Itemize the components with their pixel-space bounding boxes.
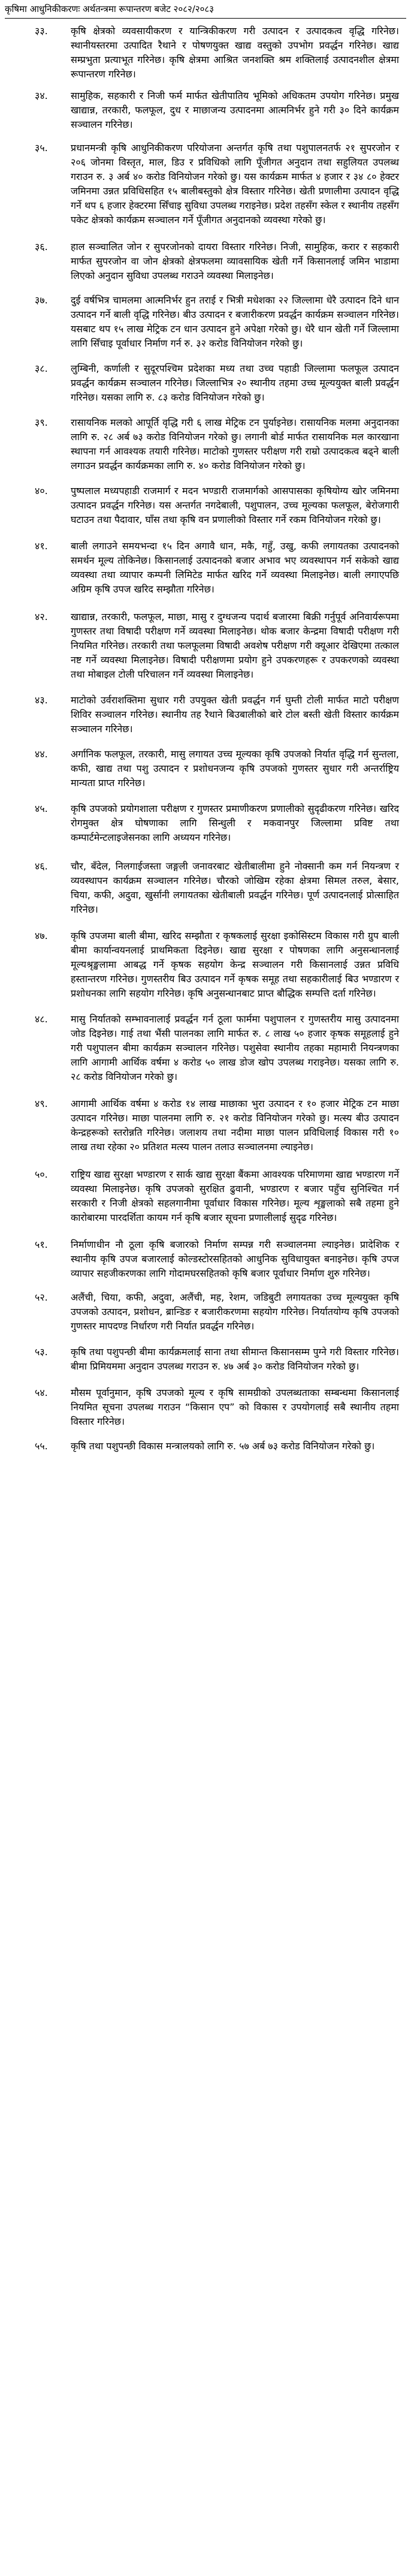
- paragraph-number: ४९.: [35, 1098, 48, 1109]
- paragraph-number: ४०.: [35, 485, 48, 496]
- budget-paragraph: [0, 929, 399, 1001]
- paragraph-list: [0, 24, 411, 1453]
- paragraph-number: ३४.: [35, 90, 48, 101]
- paragraph-number: ४८.: [35, 1013, 48, 1025]
- paragraph-number: ४१.: [35, 540, 48, 552]
- paragraph-text: हाल सञ्चालित जोन र सुपरजोनको दायरा विस्तार गरिनेछ। निजी, सामुहिक, करार र सहकारी मार्फत सुपरजोन वा जोन क्षेत्रको क्षेत्रफलमा व्यावसायिक खेती गर्ने किसानलाई जमिन भाडामा लिएको अनुदान सुविधा उपलब्ध गराउने व्यवस्था मिलाइनेछ।: [71, 241, 399, 281]
- budget-paragraph: [0, 747, 399, 790]
- paragraph-number: ४७.: [35, 930, 48, 941]
- paragraph-text: रासायनिक मलको आपूर्ति वृद्धि गरी ६ लाख मेट्रिक टन पुर्याइनेछ। रासायनिक मलमा अनुदानका लागि रु. २८ अर्ब ७३ करोड विनियोजन गरेको छु। लगानी बोर्ड मार्फत रासायनिक मल कारखाना स्थापना गर्न आवश्यक तयारी गरिनेछ। माटोको गुणस्तर परीक्षण गरी राम्रो उत्पादकत्व बढ्ने बाली लगाउन प्रवर्द्धन कार्यक्रमका लागि रु. ४० करोड विनियोजन गरेको छु।: [71, 417, 399, 471]
- paragraph-text: मासु निर्यातको सम्भावनालाई प्रवर्द्धन गर्न ठूला फार्ममा पशुपालन र गुणस्तरीय मासु उत्पादनमा जोड दिइनेछ। गाई तथा भैंसी पालनका लागि मार्फत रु. ८ लाख ५० हजार कृषक समूहलाई हुने गरी पशुपालन बीमा कार्यक्रम सञ्चालन गरिनेछ। पशुसेवा स्थानीय तहका महामारी नियन्त्रणका लागि आगामी आर्थिक वर्षमा ४ करोड ५० लाख डोज खोप उपलब्ध गराइनेछ। यसका लागि रु. २८ करोड विनियोजन गरेको छु।: [71, 1013, 399, 1082]
- paragraph-text: बाली लगाउने समयभन्दा १५ दिन अगावै धान, मकै, गहुँ, उखु, कफी लगायतका उत्पादनको समर्थन मूल्य तोकिनेछ। किसानलाई उत्पादनको बजार अभाव भए व्यवस्थापन गर्न सकेको खाद्य व्यवस्था तथा व्यापार कम्पनी लिमिटेड मार्फत खरिद गर्ने व्यवस्था मिलाइनेछ। बाली लगाएपछि अग्रिम कृषि उपज खरिद सम्झौता गरिनेछ।: [71, 540, 399, 595]
- paragraph-text: कृषि तथा पशुपन्छी बीमा कार्यक्रमलाई साना तथा सीमान्त किसानसम्म पुग्ने गरी विस्तार गरिनेछ। बीमा प्रिमियममा अनुदान उपलब्ध गराउन रु. ४७ अर्ब ३० करोड विनियोजन गरेको छु।: [71, 1346, 399, 1372]
- paragraph-text: अलैंची, चिया, कफी, अदुवा, अलैंची, मह, रेशम, जडिबुटी लगायतका उच्च मूल्ययुक्त कृषि उपजको उत्पादन, प्रशोधन, ब्रान्डिङ र बजारीकरणमा सहयोग गरिनेछ। निर्यातयोग्य कृषि उपजको गुणस्तर मापदण्ड निर्धारण गरी निर्यात प्रवर्द्धन गरिनेछ।: [71, 1292, 399, 1332]
- paragraph-number: ४२.: [35, 611, 48, 622]
- paragraph-text: मौसम पूर्वानुमान, कृषि उपजको मूल्य र कृषि सामग्रीको उपलब्धताका सम्बन्धमा किसानलाई नियमित सूचना उपलब्ध गराउन “किसान एप” को विकास र उपयोगलाई सबै स्थानीय तहमा विस्तार गरिनेछ।: [71, 1387, 399, 1427]
- paragraph-text: सामुहिक, सहकारी र निजी फर्म मार्फत खेतीपातिय भूमिको अधिकतम उपयोग गरिनेछ। प्रमुख खाद्यान्न, तरकारी, फलफूल, दुध र माछाजन्य उत्पादनमा आत्मनिर्भर हुने गरी ३० दिने कार्यक्रम सञ्चालन गरिनेछ।: [71, 90, 399, 130]
- paragraph-text: कृषि उपजमा बाली बीमा, खरिद सम्झौता र कृषकलाई सुरक्षा इकोसिस्टम विकास गरी ग्रुप बाली बीमा कार्यान्वयनलाई प्राथमिकता दिइनेछ। खाद्य सुरक्षा र पोषणका लागि अनुसन्धानलाई मूल्यश्रृङ्खलामा आबद्ध गर्ने कृषक सहयोग केन्द्र सञ्चालन गरी किसानलाई उन्नत प्रविधि हस्तान्तरण गरिनेछ। गुणस्तरीय बिउ उत्पादन गर्ने कृषक समूह तथा सहकारीलाई बिउ भण्डारण र प्रशोधनका लागि सहयोग गरिनेछ। कृषि अनुसन्धानबाट प्राप्त बौद्धिक सम्पत्ति दर्ता गरिनेछ।: [71, 930, 399, 999]
- paragraph-number: ३८.: [35, 363, 48, 374]
- paragraph-text: आगामी आर्थिक वर्षमा ४ करोड १४ लाख माछाका भुरा उत्पादन र १० हजार मेट्रिक टन माछा उत्पादन गरिनेछ। माछा पालनमा लागि रु. २१ करोड विनियोजन गरेको छु। मत्स्य बीउ उत्पादन केन्द्रहरूको स्तरोन्नति गरिनेछ। जलाशय तथा नदीमा माछा पालन प्रविधिलाई विकास गरी १० लाख तथा रहेका २० प्रतिशत मत्स्य पालन तलाउ सञ्चालनमा ल्याइनेछ।: [71, 1098, 399, 1152]
- paragraph-text: अर्गानिक फलफूल, तरकारी, मासु लगायत उच्च मूल्यका कृषि उपजको निर्यात वृद्धि गर्न सुन्तला, कफी, खाद्य तथा पशु उत्पादन र प्रशोधनजन्य कृषि उपजको गुणस्तर सुधार गरी अन्तर्राष्ट्रिय मान्यता प्राप्त गरिनेछ।: [71, 748, 399, 789]
- paragraph-number: ५१.: [35, 1239, 48, 1250]
- paragraph-number: ४६.: [35, 860, 48, 872]
- budget-paragraph: [0, 141, 399, 227]
- budget-paragraph: [0, 416, 399, 473]
- paragraph-number: ३७.: [35, 294, 48, 306]
- budget-paragraph: [0, 1386, 399, 1429]
- budget-paragraph: [0, 1290, 399, 1334]
- budget-paragraph: [0, 362, 399, 405]
- paragraph-number: ३५.: [35, 142, 48, 154]
- paragraph-number: ४४.: [35, 748, 48, 760]
- paragraph-text: कृषि उपजको प्रयोगशाला परीक्षण र गुणस्तर प्रमाणीकरण प्रणालीको सुदृढीकरण गरिनेछ। खरिद रोगमुक्त क्षेत्र घोषणाका लागि सिन्धुली र मकवानपुर जिल्लामा प्रविष्ट तथा कम्पार्टमेन्टलाइजेसनका लागि अध्ययन गरिनेछ।: [71, 803, 399, 843]
- budget-paragraph: [0, 610, 399, 682]
- paragraph-number: ५३.: [35, 1346, 48, 1358]
- budget-paragraph: [0, 484, 399, 527]
- paragraph-text: खाद्यान्न, तरकारी, फलफूल, माछा, मासु र दुग्धजन्य पदार्थ बजारमा बिक्री गर्नुपूर्व अनिवार्यरूपमा गुणस्तर तथा विषादी परीक्षण गर्ने व्यवस्था मिलाइनेछ। थोक बजार केन्द्रमा विषादी परीक्षण गरी नियमित गरिनेछ। तरकारी तथा फलफूलमा विषादी अवशेष परीक्षण गरी क्यूआर देखिएमा तत्काल नष्ट गर्ने व्यवस्था मिलाइनेछ। विषादी परीक्षणमा प्रयोग हुने उपकरणहरू र उपकरणको व्यवस्था तथा मोबाइल टोली परिचालन गर्ने व्यवस्था मिलाइनेछ।: [71, 611, 399, 680]
- paragraph-text: कृषि तथा पशुपन्छी विकास मन्त्रालयको लागि रु. ५७ अर्ब ७३ करोड विनियोजन गरेको छु।: [71, 1440, 375, 1452]
- budget-paragraph: [0, 1097, 399, 1154]
- budget-paragraph: [0, 539, 399, 597]
- paragraph-text: लुम्बिनी, कर्णाली र सुदूरपश्चिम प्रदेशका मध्य तथा उच्च पहाडी जिल्लामा फलफूल उत्पादन प्रवर्द्धन कार्यक्रम सञ्चालन गरिनेछ। जिल्लाभित्र २० स्थानीय तहमा उच्च मूल्ययुक्त बाली प्रवर्द्धन गरिनेछ। यसका लागि रु. ८३ करोड विनियोजन गरेको छु।: [71, 363, 399, 403]
- budget-paragraph: [0, 1167, 399, 1225]
- budget-paragraph: [0, 1439, 399, 1453]
- paragraph-number: ३९.: [35, 417, 48, 428]
- budget-paragraph: [0, 1345, 399, 1374]
- paragraph-number: ५०.: [35, 1169, 48, 1180]
- paragraph-text: प्रधानमन्त्री कृषि आधुनिकीकरण परियोजना अन्तर्गत कृषि तथा पशुपालनतर्फ २१ सुपरजोन र २०६ जोनमा विस्तृत, माल, डिउ र प्रविधिको लागि पूँजीगत अनुदान तथा सहुलियत उपलब्ध गराउन रु. ३ अर्ब ४० करोड विनियोजन गरेको छु। यस कार्यक्रम मार्फत ४ हजार र ३४ ८० हेक्टर जमिनमा उन्नत प्रविधिसहित १५ बालीबस्तुको क्षेत्र विस्तार गरिनेछ। खेती प्रणालीमा उत्पादन वृद्धि गर्ने थप ६ हजार हेक्टरमा सिँचाइ सुविधा उपलब्ध गराइनेछ। प्रदेश तहसँग स्केल र स्थानीय तहसँग पकेट क्षेत्रको कार्यक्रम सञ्चालन गर्ने पूँजीगत अनुदानको व्यवस्था गरेको छु।: [71, 142, 399, 225]
- paragraph-text: पुष्पलाल मध्यपहाडी राजमार्ग र मदन भण्डारी राजमार्गको आसपासका कृषियोग्य खोर जमिनमा उत्पादन प्रवर्द्धन गरिनेछ। यस अन्तर्गत नगदेबाली, पशुपालन, उच्च मूल्यका फलफूल, बेरोजगारी घटाउन तथा पैदावार, घाँस तथा कृषि वन प्रणालीको विस्तार गर्ने रकम विनियोजन गरेको छु।: [71, 485, 399, 525]
- header-divider: [5, 18, 406, 19]
- paragraph-number: ४५.: [35, 803, 48, 814]
- paragraph-text: दुई वर्षभित्र चामलमा आत्मनिर्भर हुन तराई र भित्री मधेशका २२ जिल्लामा धेरै उत्पादन दिने धान उत्पादन गर्ने बाली वृद्धि गरिनेछ। बीउ उत्पादन र बजारीकरण प्रवर्द्धन कार्यक्रम सञ्चालन गरिनेछ। यसबाट थप १५ लाख मेट्रिक टन धान उत्पादन हुने अपेक्षा गरेको छु। धेरै धान खेती गर्ने जिल्लामा लागि सिँचाइ पूर्वाधार निर्माण गर्न रु. ३२ करोड विनियोजन गरेको छु।: [71, 294, 399, 349]
- budget-paragraph: [0, 1238, 399, 1281]
- paragraph-number: ३३.: [35, 25, 48, 37]
- paragraph-text: राष्ट्रिय खाद्य सुरक्षा भण्डारण र सार्क खाद्य सुरक्षा बैंकमा आवश्यक परिमाणमा खाद्य भण्डारण गर्ने व्यवस्था मिलाइनेछ। कृषि उपजको सुरक्षित ढुवानी, भण्डारण र बजार पहुँच सुनिश्चित गर्न सरकारी र निजी क्षेत्रको सहलगानीमा पूर्वाधार विकास गरिनेछ। मूल्य शृङ्खलाको सबै तहमा हुने कारोबारमा पारदर्शिता कायम गर्न कृषि बजार सूचना प्रणालीलाई सुदृढ गरिनेछ।: [71, 1169, 399, 1223]
- paragraph-number: ५५.: [35, 1440, 48, 1452]
- document-header: [0, 0, 411, 18]
- paragraph-number: ४३.: [35, 694, 48, 706]
- budget-paragraph: [0, 859, 399, 917]
- budget-paragraph: [0, 1012, 399, 1084]
- budget-paragraph: [0, 802, 399, 845]
- budget-paragraph: [0, 293, 399, 351]
- budget-paragraph: [0, 240, 399, 283]
- paragraph-text: निर्माणाधीन नौ ठूला कृषि बजारको निर्माण सम्पन्न गरी सञ्चालनमा ल्याइनेछ। प्रादेशिक र स्थानीय कृषि उपज बजारलाई कोल्डस्टोरसहितको आधुनिक सुविधायुक्त बनाइनेछ। कृषि उपज व्यापार सहजीकरणका लागि गोदामघरसहितको कृषि बजार पूर्वाधार निर्माण शुरु गरिनेछ।: [71, 1239, 399, 1279]
- paragraph-number: ५२.: [35, 1292, 48, 1303]
- paragraph-number: ५४.: [35, 1387, 48, 1398]
- paragraph-number: ३६.: [35, 241, 48, 252]
- budget-paragraph: [0, 24, 399, 82]
- budget-paragraph: [0, 693, 399, 736]
- paragraph-text: चौर, बँदेल, निलगाईजस्ता जङ्गली जनावरबाट खेतीबालीमा हुने नोक्सानी कम गर्न नियन्त्रण र व्यवस्थापन कार्यक्रम सञ्चालन गरिनेछ। चौरको जोखिम रहेका क्षेत्रमा सिमल तरुल, बेसार, चिया, कफी, अदुवा, खुर्सानी लगायतका खेतीबाली प्रवर्द्धन गरिनेछ। पूर्ण उत्पादनलाई प्रोत्साहित गरिनेछ।: [71, 860, 399, 915]
- document-title: कृषिमा आधुनिकीकरणः अर्थतन्त्रमा रूपान्तरण बजेट २०८२/२०८३: [5, 4, 214, 14]
- paragraph-text: कृषि क्षेत्रको व्यवसायीकरण र यान्त्रिकीकरण गरी उत्पादन र उत्पादकत्व वृद्धि गरिनेछ। स्थानीयस्तरमा उत्पादित रैथाने र पोषणयुक्त खाद्य वस्तुको उपभोग प्रवर्द्धन गरिनेछ। खाद्य सम्प्रभुता प्रत्याभूत गरिनेछ। कृषि क्षेत्रमा आश्रित जनशक्ति श्रम शक्तिलाई उत्पादनशील क्षेत्रमा रूपान्तरण गरिनेछ।: [71, 25, 399, 80]
- paragraph-text: माटोको उर्वराशक्तिमा सुधार गरी उपयुक्त खेती प्रवर्द्धन गर्न घुम्ती टोली मार्फत माटो परीक्षण शिविर सञ्चालन गरिनेछ। स्थानीय तह रैथाने बिउबालीको बारे टोल बस्ती खेती विस्तार कार्यक्रम सञ्चालन गरिनेछ।: [71, 694, 399, 735]
- budget-paragraph: [0, 89, 399, 132]
